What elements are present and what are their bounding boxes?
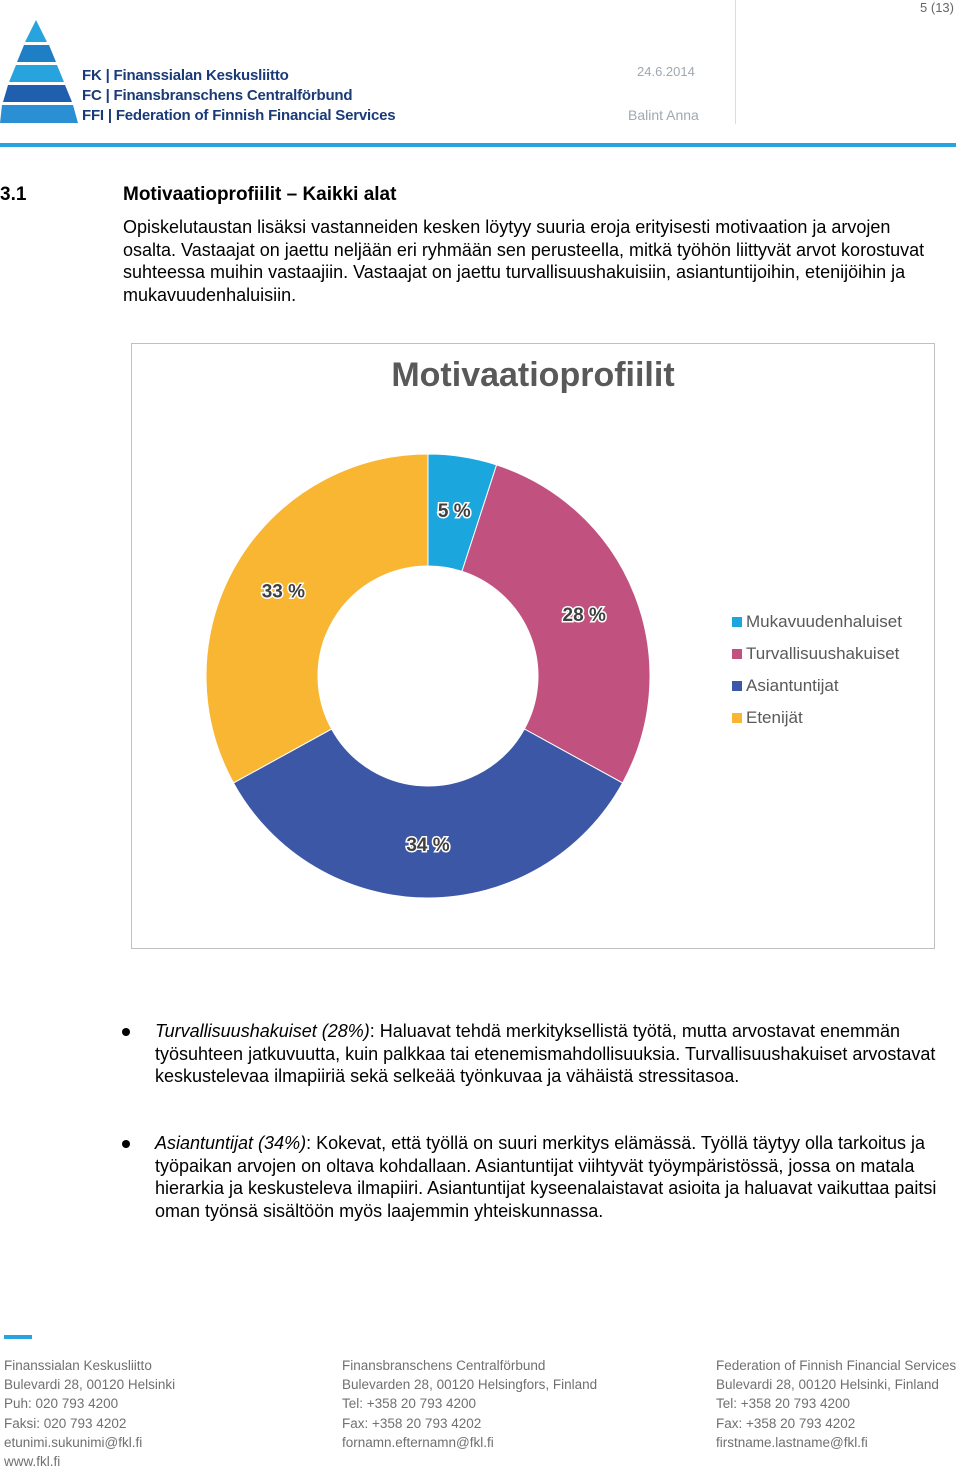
slice-etenij-t xyxy=(206,454,428,783)
legend-swatch-turvallisuushakuiset xyxy=(732,649,742,659)
legend-swatch-mukavuudenhaluiset xyxy=(732,617,742,627)
legend-label-asiantuntijat: Asiantuntijat xyxy=(746,676,839,695)
data-label-etenij-t: 33 % xyxy=(261,581,306,603)
slice-turvallisuushakuiset xyxy=(462,465,650,783)
section-title: Motivaatioprofiilit – Kaikki alat xyxy=(123,184,397,205)
footer-email-link[interactable]: fornamn.efternamn@fkl.fi xyxy=(342,1434,494,1450)
bullet-term: Asiantuntijat (34%) xyxy=(155,1133,307,1153)
bullet-text: : Haluavat tehdä merkityksellistä työtä, mutta arvostavat enemmän työsuhteen jatkuvuutta, kuin palkkaa tai etenemismahdollisuuksia. Turvallisuushakuiset arvostavat keskustelevaa ilmapiiriä sekä selkeää työnkuvaa ja vähäistä stressitasoa. xyxy=(155,1021,936,1086)
logo-text xyxy=(82,66,395,126)
footer-line: Faksi: 020 793 4202 xyxy=(4,1415,127,1431)
donut-chart xyxy=(131,343,935,949)
footer-column-fk xyxy=(4,1356,175,1471)
header-author: Balint Anna xyxy=(628,107,699,123)
intro-paragraph: Opiskelutaustan lisäksi vastanneiden kesken löytyy suuria eroja erityisesti motivaation ja arvojen osalta. Vastaajat on jaettu neljään eri ryhmään sen perusteella, mitkä työhön liittyvät arvot korostuvat suhteessa muihin vastaajiin. Vastaajat on jaettu turvallisuushakuisiin, asiantuntijoihin, etenijöihin ja mukavuudenhaluisiin. xyxy=(123,217,925,305)
data-label-turvallisuushakuiset: 28 % xyxy=(562,605,606,627)
footer-website-link[interactable]: www.fkl.fi xyxy=(4,1454,61,1470)
section-number: 3.1 xyxy=(0,184,27,205)
footer-column-ffi xyxy=(716,1356,956,1452)
header-divider xyxy=(735,0,736,124)
footer-line: Fax: +358 20 793 4202 xyxy=(716,1415,856,1431)
page-number: 5 (13) xyxy=(920,0,954,15)
logo-line-fc: FC | Finansbranschens Centralförbund xyxy=(82,87,353,104)
footer-line: Finanssialan Keskusliitto xyxy=(4,1358,152,1373)
footer-email-link[interactable]: firstname.lastname@fkl.fi xyxy=(716,1434,868,1450)
bullet-term: Turvallisuushakuiset (28%) xyxy=(155,1021,370,1041)
legend-label-mukavuudenhaluiset: Mukavuudenhaluiset xyxy=(746,612,902,631)
footer-line: Bulevarden 28, 00120 Helsingfors, Finland xyxy=(342,1377,598,1393)
logo-line-fk: FK | Finanssialan Keskusliitto xyxy=(82,67,289,84)
footer-line: Finansbranschens Centralförbund xyxy=(342,1358,546,1373)
legend-label-turvallisuushakuiset: Turvallisuushakuiset xyxy=(746,644,900,663)
bullet-text: : Kokevat, että työllä on suuri merkitys elämässä. Työllä täytyy olla tarkoitus ja työpaikan arvojen on oltava kohdallaan. Asiantuntijat viihtyvät työympäristössä, jossa on matala hierarkia ja keskusteleva ilmapiiri. Asiantuntijat kyseenalaistavat asioita ja haluavat vaikuttaa paitsi oman työnsä sisältöön myös laajemmin yhteiskunnassa. xyxy=(155,1133,937,1221)
footer-column-fc xyxy=(342,1356,597,1452)
chart-title: Motivaatioprofiilit xyxy=(391,356,675,394)
footer-line: Tel: +358 20 793 4200 xyxy=(342,1396,476,1412)
data-label-asiantuntijat: 34 % xyxy=(406,835,450,856)
footer-email-link[interactable]: etunimi.sukunimi@fkl.fi xyxy=(4,1434,143,1450)
bullet-item-turvallisuushakuiset xyxy=(155,1020,940,1088)
bullet-dot xyxy=(122,1140,130,1148)
legend-label-etenij-t: Etenijät xyxy=(746,708,803,727)
fk-logo-icon xyxy=(0,20,80,126)
footer-line: Fax: +358 20 793 4202 xyxy=(342,1415,482,1431)
footer-line: Federation of Finnish Financial Services xyxy=(716,1358,957,1373)
data-label-mukavuudenhaluiset: 5 % xyxy=(437,501,471,523)
legend-swatch-asiantuntijat xyxy=(732,681,742,691)
header-date: 24.6.2014 xyxy=(637,64,695,79)
footer-line: Puh: 020 793 4200 xyxy=(4,1396,119,1412)
bullet-item-asiantuntijat xyxy=(155,1132,940,1222)
legend-swatch-etenij-t xyxy=(732,713,742,723)
footer-line: Bulevardi 28, 00120 Helsinki xyxy=(4,1377,176,1393)
bullet-dot xyxy=(122,1028,130,1036)
slice-asiantuntijat xyxy=(233,729,622,898)
footer-accent xyxy=(4,1335,32,1339)
logo-line-ffi: FFI | Federation of Finnish Financial Services xyxy=(82,107,396,124)
footer-line: Bulevardi 28, 00120 Helsinki, Finland xyxy=(716,1377,939,1393)
header-rule xyxy=(0,143,956,147)
footer-line: Tel: +358 20 793 4200 xyxy=(716,1396,850,1412)
